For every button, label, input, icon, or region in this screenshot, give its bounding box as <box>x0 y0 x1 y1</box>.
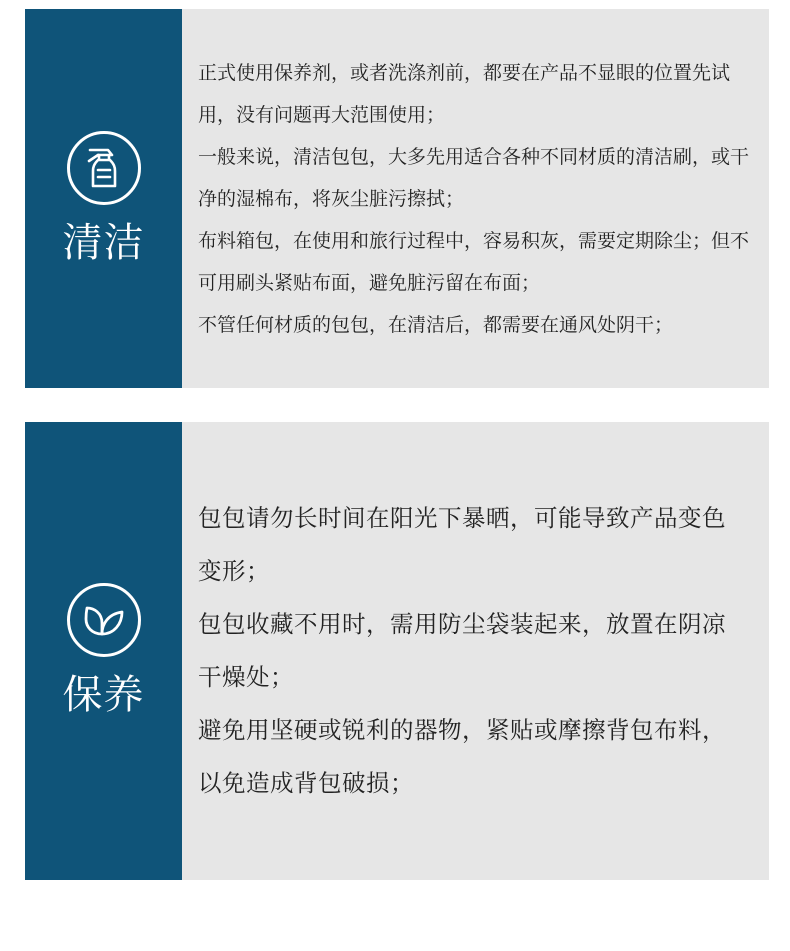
care-title: 保养 <box>62 672 145 718</box>
clean-title: 清洁 <box>62 219 145 266</box>
leaf-icon <box>67 583 141 657</box>
spray-bottle-icon <box>67 131 141 205</box>
care-section <box>25 422 769 880</box>
care-paragraph: 包包收藏不用时，需用防尘袋装起来，放置在阴凉干燥处； <box>198 610 726 691</box>
care-sidebar <box>25 422 182 880</box>
clean-paragraph: 不管任何材质的包包，在清洁后，都需要在通风处阴干； <box>198 313 674 336</box>
clean-content <box>182 9 769 388</box>
clean-paragraph: 布料箱包，在使用和旅行过程中，容易积灰，需要定期除尘；但不可用刷头紧贴布面，避免脏污留在布面； <box>198 229 750 294</box>
clean-section <box>25 9 769 388</box>
care-paragraph: 包包请勿长时间在阳光下暴晒，可能导致产品变色变形； <box>198 504 726 585</box>
care-paragraph: 避免用坚硬或锐利的器物，紧贴或摩擦背包布料，以免造成背包破损； <box>198 716 726 797</box>
care-content <box>182 422 769 880</box>
clean-paragraph: 一般来说，清洁包包，大多先用适合各种不同材质的清洁刷，或干净的湿棉布，将灰尘脏污擦拭； <box>198 145 750 210</box>
clean-sidebar <box>25 9 182 388</box>
clean-paragraph: 正式使用保养剂，或者洗涤剂前，都要在产品不显眼的位置先试用，没有问题再大范围使用； <box>198 61 731 126</box>
